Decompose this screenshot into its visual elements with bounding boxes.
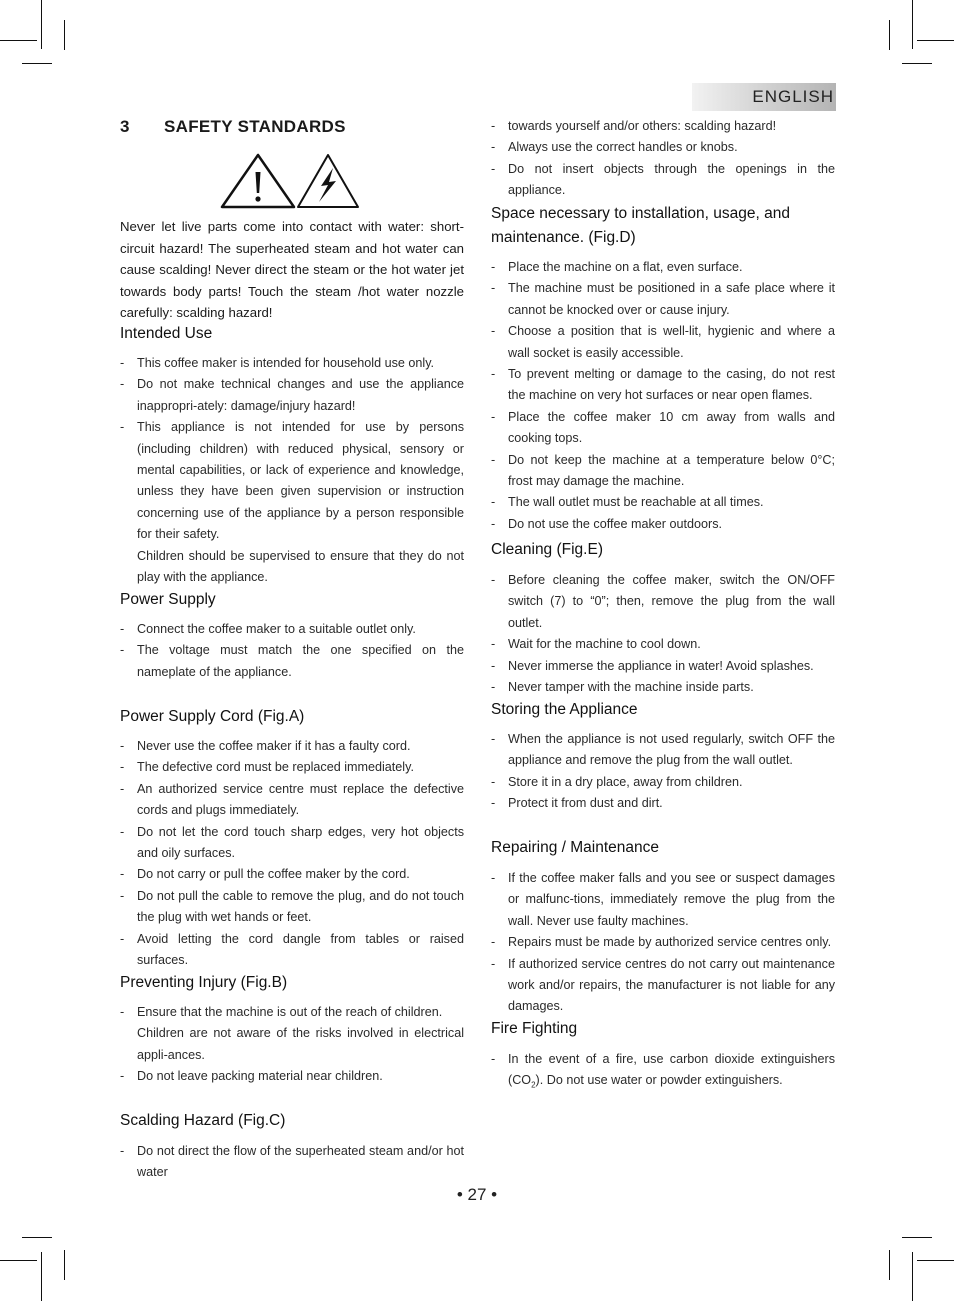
list-item: - An authorized service centre must replace the defective cords and plugs immediately. (120, 779, 464, 822)
list-item: - If authorized service centres do not carry out maintenance work and/or repairs, the manufacturer is not liable for any damages. (491, 954, 835, 1018)
list-item: - Never tamper with the machine inside parts. (491, 677, 835, 698)
list-item: - Place the machine on a flat, even surface. (491, 257, 835, 278)
space-title: Space necessary to installation, usage, and maintenance. (Fig.D) (491, 205, 790, 246)
crop-mark (0, 1260, 37, 1261)
power-supply-list (120, 619, 464, 683)
intended-use-title: Intended Use (120, 325, 213, 342)
list-item: - The machine must be positioned in a safe place where it cannot be knocked over or cause injury. (491, 278, 835, 321)
subscript: 2 (531, 1080, 536, 1090)
list-item: - Store it in a dry place, away from children. (491, 772, 835, 793)
cleaning-title: Cleaning (Fig.E) (491, 541, 603, 558)
list-item: - Choose a position that is well-lit, hygienic and where a wall socket is easily accessible. (491, 321, 835, 364)
list-item: - When the appliance is not used regularly, switch OFF the appliance and remove the plug from the wall outlet. (491, 729, 835, 772)
fire-fighting-list (491, 1049, 835, 1096)
list-item: - Wait for the machine to cool down. (491, 634, 835, 655)
list-item: - Never use the coffee maker if it has a faulty cord. (120, 736, 464, 757)
crop-mark (0, 40, 37, 41)
warning-icons (220, 151, 360, 211)
crop-mark (41, 1252, 42, 1301)
list-item: - Do not keep the machine at a temperature below 0°C; frost may damage the machine. (491, 450, 835, 493)
crop-mark (22, 63, 52, 64)
crop-mark (22, 1237, 52, 1238)
crop-mark (912, 0, 913, 49)
crop-mark (64, 20, 65, 50)
language-tab: ENGLISH (692, 83, 836, 111)
scalding-continued-list (491, 116, 835, 202)
crop-mark (917, 40, 954, 41)
list-item-text: This appliance is not intended for use by persons (including children) with reduced physical, sensory or mental capabilities, or lack of experience and knowledge, unless they have been given supervision or instruction concerning use of the appliance by a person responsible for their safety. (137, 420, 464, 542)
section-number: 3 (120, 117, 130, 136)
intended-use-list (120, 353, 464, 588)
list-item: - Connect the coffee maker to a suitable outlet only. (120, 619, 464, 640)
crop-mark (64, 1250, 65, 1280)
section-title: SAFETY STANDARDS (164, 117, 346, 136)
list-item: - If the coffee maker falls and you see or suspect damages or malfunc-tions, immediately remove the plug from the wall. Never use faulty machines. (491, 868, 835, 932)
list-item-continuation: - towards yourself and/or others: scalding hazard! (491, 116, 835, 137)
crop-mark (902, 63, 932, 64)
crop-mark (912, 1252, 913, 1301)
list-item-text: ). Do not use water or powder extinguishers. (535, 1073, 783, 1088)
crop-mark (889, 1250, 890, 1280)
list-item: - The voltage must match the one specified on the nameplate of the appliance. (120, 640, 464, 683)
list-item: - The wall outlet must be reachable at all times. (491, 492, 835, 513)
list-item: - Do not let the cord touch sharp edges, very hot objects and oily surfaces. (120, 822, 464, 865)
list-item: - Do not insert objects through the openings in the appliance. (491, 159, 835, 202)
list-item: - To prevent melting or damage to the casing, do not rest the machine on very hot surfaces or near open flames. (491, 364, 835, 407)
list-item: - This coffee maker is intended for household use only. (120, 353, 464, 374)
crop-mark (917, 1260, 954, 1261)
preventing-injury-list (120, 1002, 464, 1088)
list-item (120, 1002, 464, 1066)
list-item: - Avoid letting the cord dangle from tables or raised surfaces. (120, 929, 464, 972)
crop-mark (902, 1237, 932, 1238)
list-item-continuation: Children should be supervised to ensure that they do not play with the appliance. (137, 548, 464, 585)
repairing-title: Repairing / Maintenance (491, 839, 660, 856)
list-item (491, 1049, 835, 1096)
storing-list (491, 729, 835, 815)
list-item-text: In the event of a fire, use carbon dioxide extinguishers (CO (508, 1052, 835, 1088)
list-item: - The defective cord must be replaced immediately. (120, 757, 464, 778)
list-item: - Place the coffee maker 10 cm away from walls and cooking tops. (491, 407, 835, 450)
list-item: - Protect it from dust and dirt. (491, 793, 835, 814)
crop-mark (41, 0, 42, 49)
list-item: - Do not pull the cable to remove the plug, and do not touch the plug with wet hands or feet. (120, 886, 464, 929)
list-item: - Do not direct the flow of the superheated steam and/or hot water (120, 1141, 464, 1184)
fire-fighting-title: Fire Fighting (491, 1020, 578, 1037)
crop-mark (889, 20, 890, 50)
scalding-list (120, 1141, 464, 1184)
list-item (120, 417, 464, 588)
power-cord-title: Power Supply Cord (Fig.A) (120, 708, 305, 725)
space-list (491, 257, 835, 535)
list-item: - Do not use the coffee maker outdoors. (491, 514, 835, 535)
list-item-continuation: Children are not aware of the risks involved in electrical appli-ances. (137, 1026, 464, 1062)
section-heading (120, 117, 346, 137)
electric-shock-icon (298, 155, 358, 207)
list-item: - Repairs must be made by authorized service centres only. (491, 932, 835, 953)
exclamation-warning-icon (222, 155, 294, 207)
storing-title: Storing the Appliance (491, 701, 638, 718)
power-cord-list (120, 736, 464, 971)
scalding-title: Scalding Hazard (Fig.C) (120, 1112, 286, 1129)
list-item: - Never immerse the appliance in water! Avoid splashes. (491, 656, 835, 677)
list-item: - Before cleaning the coffee maker, switch the ON/OFF switch (7) to “0”; then, remove the plug from the wall outlet. (491, 570, 835, 634)
list-item-text: Ensure that the machine is out of the reach of children. (137, 1005, 443, 1019)
list-item: - Always use the correct handles or knobs. (491, 137, 835, 158)
cleaning-list (491, 570, 835, 698)
preventing-injury-title: Preventing Injury (Fig.B) (120, 974, 288, 991)
repairing-list (491, 868, 835, 1018)
list-item: - Do not make technical changes and use the appliance inappropri-ately: damage/injury hazard! (120, 374, 464, 417)
page-number: • 27 • (456, 1185, 498, 1204)
warning-text: Never let live parts come into contact with water: short-circuit hazard! The superheated steam and hot water can cause scalding! Never direct the steam or the hot water jet towards body parts! Touch the steam /hot water nozzle carefully: scalding hazard! (120, 219, 464, 321)
power-supply-title: Power Supply (120, 591, 216, 608)
list-item: - Do not leave packing material near children. (120, 1066, 464, 1087)
list-item: - Do not carry or pull the coffee maker by the cord. (120, 864, 464, 885)
